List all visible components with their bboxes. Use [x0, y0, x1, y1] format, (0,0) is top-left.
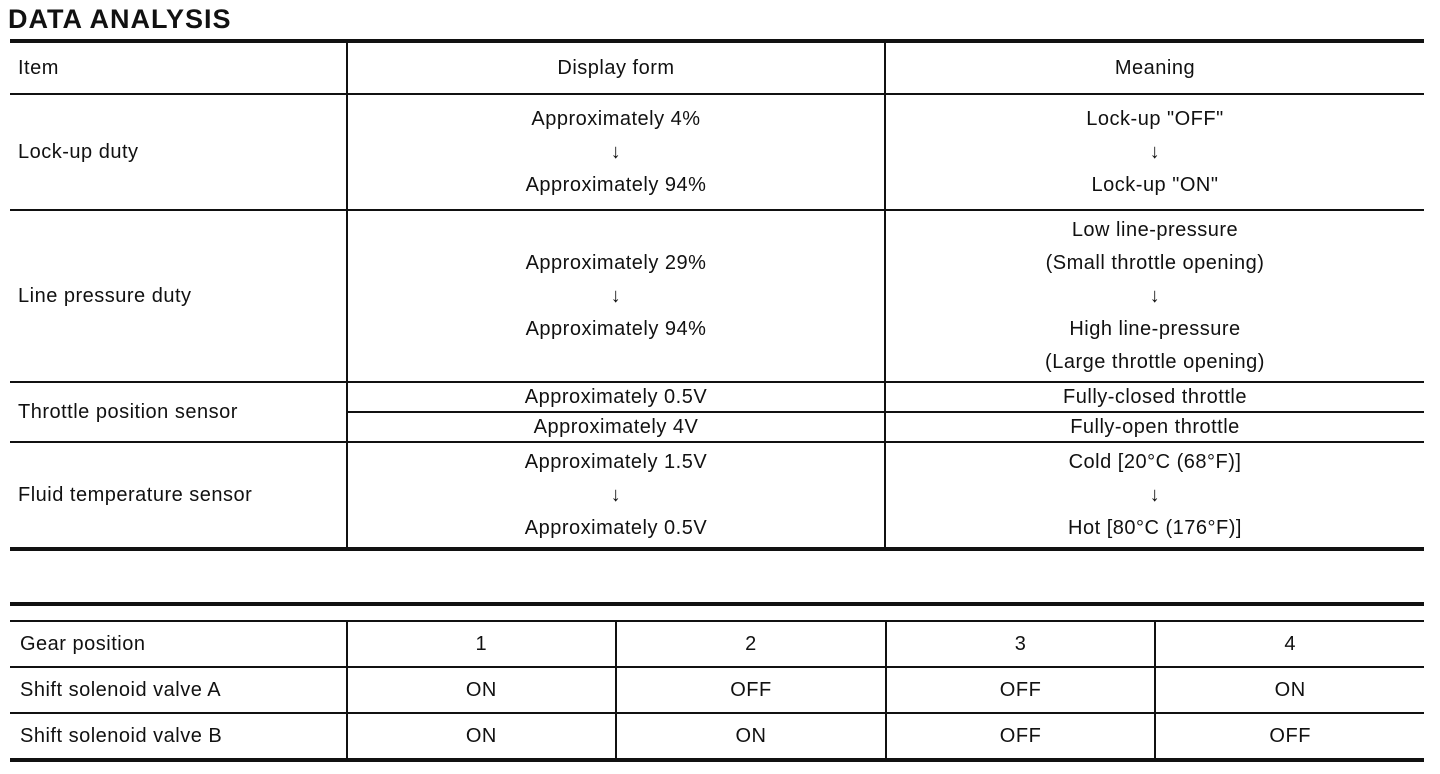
- cell-value: OFF: [886, 667, 1156, 713]
- display-value-from: Approximately 4%: [531, 107, 701, 130]
- cell-value: ON: [1155, 667, 1424, 713]
- arrow-down-icon: ↓: [1149, 284, 1161, 307]
- page-title: DATA ANALYSIS: [8, 4, 232, 34]
- display-throttle-open: Approximately 4V: [347, 412, 885, 442]
- meaning-line-pressure-duty: [885, 210, 1424, 382]
- shift-solenoid-table: [10, 602, 1424, 762]
- row-label: Gear position: [10, 621, 347, 667]
- table-header-row: [10, 41, 1424, 94]
- display-throttle-closed: Approximately 0.5V: [347, 382, 885, 412]
- header-display-form: Display form: [347, 41, 885, 94]
- row-label: Shift solenoid valve A: [10, 667, 347, 713]
- cell-value: 4: [1155, 621, 1424, 667]
- table-row-gear-position: [10, 621, 1424, 667]
- cell-value: 1: [347, 621, 617, 667]
- header-item: Item: [10, 41, 347, 94]
- display-lockup-duty: [347, 94, 885, 210]
- meaning-lockup-duty: [885, 94, 1424, 210]
- table-row-fluid-temperature-sensor: [10, 442, 1424, 549]
- table-spacer-row: [10, 604, 1424, 621]
- meaning-throttle-open: Fully-open throttle: [885, 412, 1424, 442]
- cell-value: ON: [616, 713, 886, 760]
- cell-value: OFF: [886, 713, 1156, 760]
- table-row-shift-solenoid-a: [10, 667, 1424, 713]
- display-value-to: Approximately 0.5V: [524, 516, 708, 539]
- table-row-throttle-closed: [10, 382, 1424, 412]
- display-value-from: Approximately 29%: [525, 251, 707, 274]
- cell-value: ON: [347, 667, 617, 713]
- table-row-lockup-duty: [10, 94, 1424, 210]
- data-analysis-table: [10, 39, 1424, 551]
- arrow-down-icon: ↓: [610, 140, 622, 163]
- item-throttle-position-sensor: Throttle position sensor: [10, 382, 347, 442]
- meaning-value-from: Lock-up "OFF": [1086, 107, 1224, 130]
- item-fluid-temperature-sensor: Fluid temperature sensor: [18, 483, 253, 506]
- meaning-value-from: Cold [20°C (68°F)]: [1068, 450, 1242, 473]
- cell-value: 3: [886, 621, 1156, 667]
- meaning-fluid-temperature: [885, 442, 1424, 549]
- display-line-pressure-duty: [347, 210, 885, 382]
- arrow-down-icon: ↓: [610, 284, 622, 307]
- table-row-shift-solenoid-b: [10, 713, 1424, 760]
- row-label: Shift solenoid valve B: [20, 724, 223, 747]
- display-value-to: Approximately 94%: [525, 173, 707, 196]
- arrow-down-icon: ↓: [1149, 483, 1161, 506]
- meaning-value-to: Lock-up "ON": [1091, 173, 1219, 196]
- item-lockup-duty: Lock-up duty: [10, 94, 347, 210]
- cell-value: OFF: [616, 667, 886, 713]
- meaning-value-to-note: (Large throttle opening): [1045, 350, 1265, 373]
- table-row-line-pressure-duty: [10, 210, 1424, 382]
- cell-value: 2: [616, 621, 886, 667]
- display-value-from: Approximately 1.5V: [524, 450, 708, 473]
- cell-value: ON: [347, 713, 617, 760]
- display-value-to: Approximately 94%: [525, 317, 707, 340]
- display-fluid-temperature: [347, 442, 885, 549]
- meaning-value-from: Low line-pressure: [1071, 218, 1239, 241]
- cell-value: OFF: [1155, 713, 1424, 760]
- meaning-value-to: High line-pressure: [1069, 317, 1241, 340]
- meaning-value-from-note: (Small throttle opening): [1045, 251, 1265, 274]
- arrow-down-icon: ↓: [1149, 140, 1161, 163]
- meaning-throttle-closed: Fully-closed throttle: [885, 382, 1424, 412]
- meaning-value-to: Hot [80°C (176°F)]: [1068, 516, 1242, 539]
- arrow-down-icon: ↓: [610, 483, 622, 506]
- header-meaning: Meaning: [885, 41, 1424, 94]
- item-line-pressure-duty: Line pressure duty: [10, 210, 347, 382]
